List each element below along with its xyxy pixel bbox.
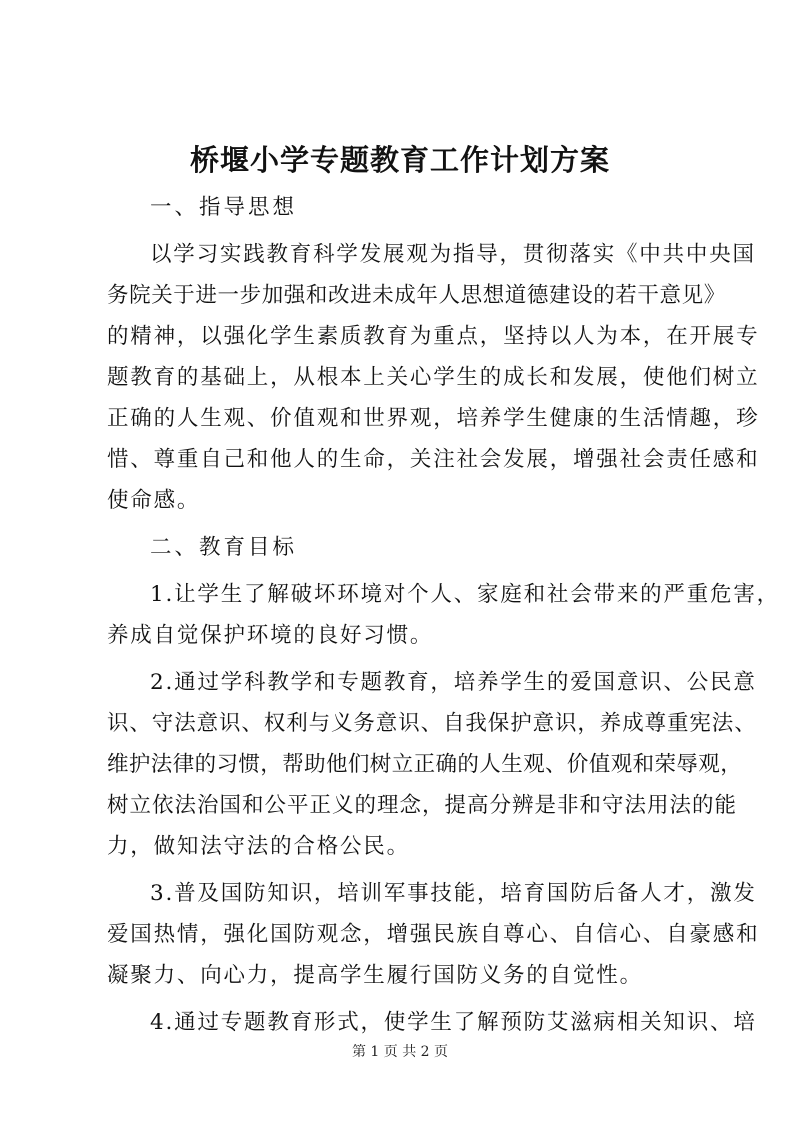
text-line: 爱国热情，强化国防观念，增强民族自尊心、自信心、自豪感和 <box>107 922 760 947</box>
text-line: 力，做知法守法的合格公民。 <box>107 834 410 859</box>
text-line: 凝聚力、向心力，提高学生履行国防义务的自觉性。 <box>107 963 643 988</box>
paragraph-goal-3 <box>107 873 760 996</box>
text-line: 维护法律的习惯，帮助他们树立正确的人生观、价值观和荣辱观， <box>107 752 743 777</box>
text-line: 3.普及国防知识，培训军事技能，培育国防后备人才，激发 <box>150 881 757 906</box>
text-line: 使命感。 <box>107 488 201 513</box>
page-number-footer: 第 1 页 共 2 页 <box>351 1044 449 1060</box>
text-line: 以学习实践教育科学发展观为指导，贯彻落实《中共中央国 <box>150 242 756 267</box>
paragraph-goal-1 <box>107 574 780 656</box>
paragraph-goal-4 <box>107 1002 757 1043</box>
section-heading-guiding-ideology: 一、指导思想 <box>150 195 298 220</box>
text-line: 惜、尊重自己和他人的生命，关注社会发展，增强社会责任感和 <box>107 447 760 472</box>
text-line: 2.通过学科教学和专题教育，培养学生的爱国意识、公民意 <box>150 670 757 695</box>
text-line: 4.通过专题教育形式，使学生了解预防艾滋病相关知识、培 <box>150 1010 757 1035</box>
section-heading-education-goals: 二、教育目标 <box>150 535 298 560</box>
text-line: 养成自觉保护环境的良好习惯。 <box>107 623 434 648</box>
document-body <box>107 187 780 1049</box>
text-line: 题教育的基础上，从根本上关心学生的成长和发展，使他们树立 <box>107 365 760 390</box>
text-line: 正确的人生观、价值观和世界观，培养学生健康的生活情趣，珍 <box>107 406 760 431</box>
text-line: 识、守法意识、权利与义务意识、自我保护意识，养成尊重宪法、 <box>107 711 757 736</box>
document-title: 桥堰小学专题教育工作计划方案 <box>189 143 610 177</box>
text-line: 务院关于进一步加强和改进未成年人思想道德建设的若干意见》 <box>107 283 726 308</box>
paragraph-guiding-ideology <box>107 234 760 521</box>
paragraph-goal-2 <box>107 662 757 867</box>
text-line: 1.让学生了解破坏环境对个人、家庭和社会带来的严重危害， <box>150 582 780 607</box>
text-line: 树立依法治国和公平正义的理念，提高分辨是非和守法用法的能 <box>107 793 738 818</box>
text-line: 的精神，以强化学生素质教育为重点，坚持以人为本，在开展专 <box>107 324 760 349</box>
